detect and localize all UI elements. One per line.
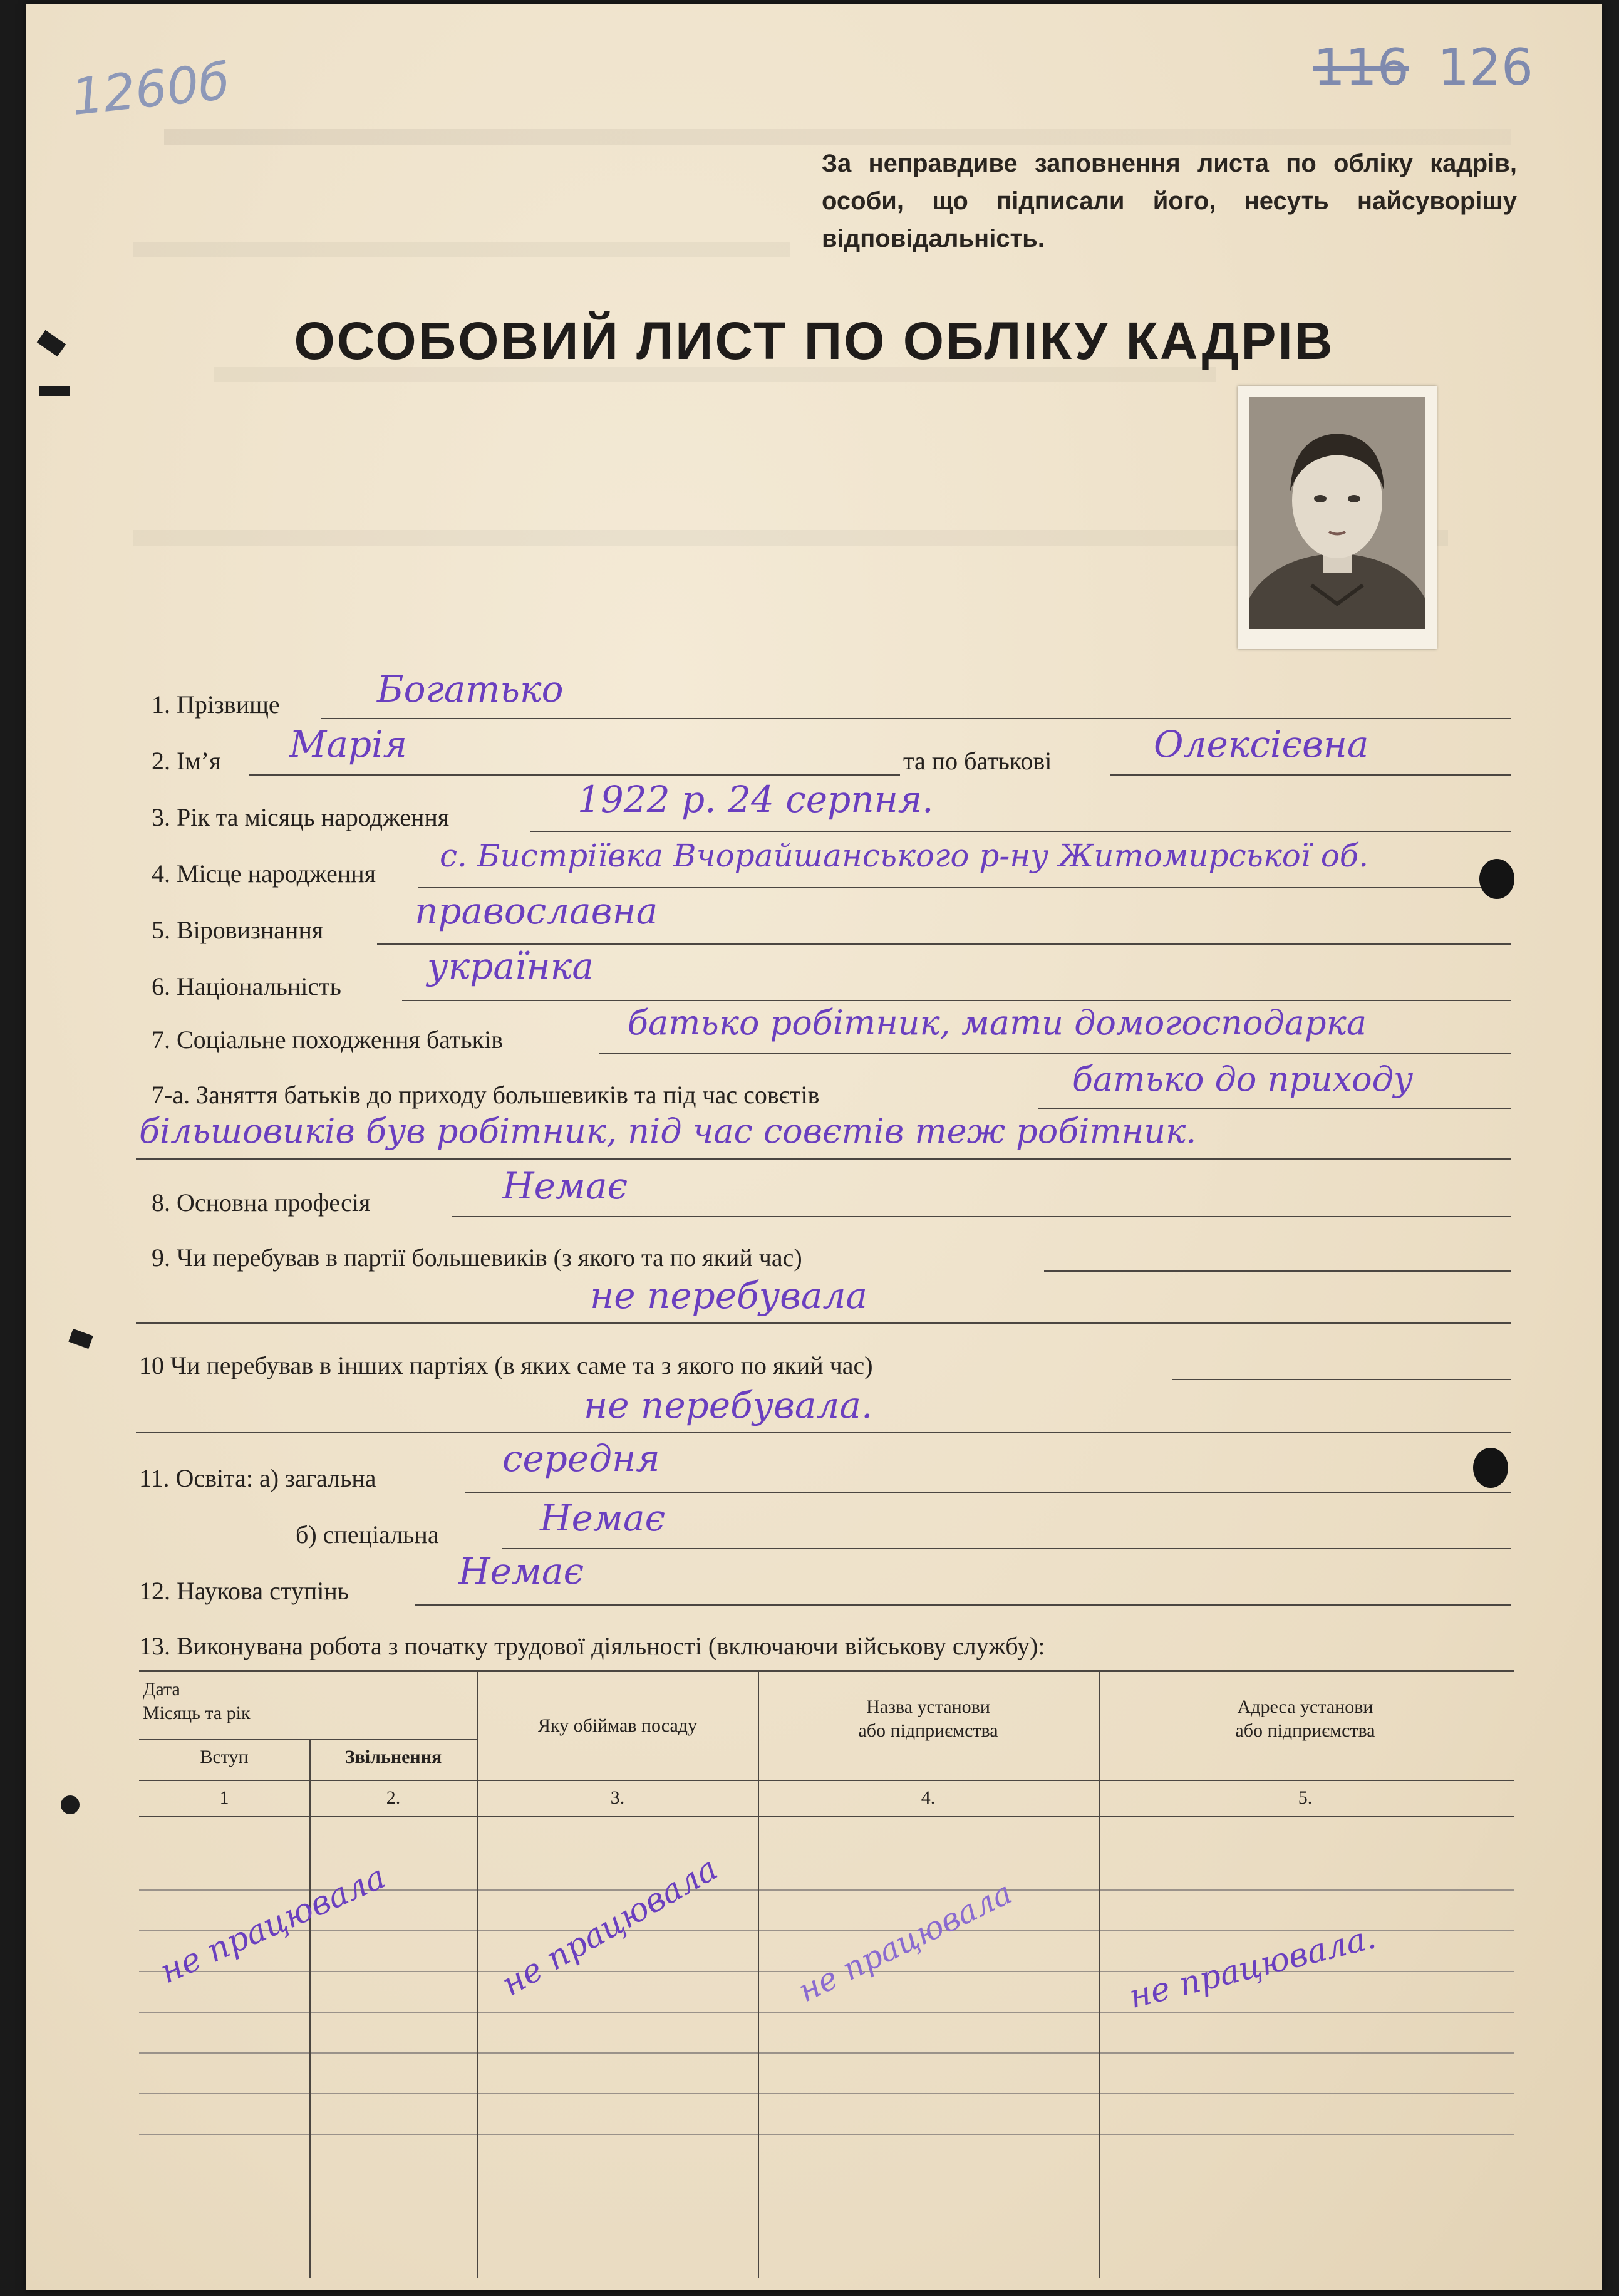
table-entry-3: не працювала xyxy=(792,1874,1018,2010)
table-column-divider xyxy=(309,1739,311,2278)
value-surname: Богатько xyxy=(377,668,564,710)
value-social-origin: батько робітник, мати домогосподарка xyxy=(628,1003,1367,1042)
value-religion: православна xyxy=(415,890,658,932)
binder-hole xyxy=(1479,859,1514,899)
table-column-divider xyxy=(1099,1670,1100,2278)
edge-mark xyxy=(39,386,70,396)
field-line xyxy=(1110,774,1511,776)
table-row-line xyxy=(139,2134,1514,2135)
table-column-divider xyxy=(477,1670,478,2278)
field-line xyxy=(136,1158,1511,1160)
archive-number-right: 126 xyxy=(1437,38,1533,96)
struck-number: 116 xyxy=(1313,38,1409,96)
table-row-line xyxy=(139,2052,1514,2054)
label-profession: 8. Основна професія xyxy=(152,1188,371,1217)
edge-mark xyxy=(68,1329,93,1349)
field-line xyxy=(136,1322,1511,1324)
label-patronymic: та по батькові xyxy=(903,747,1052,775)
field-line xyxy=(502,1548,1511,1549)
personnel-record-sheet xyxy=(26,4,1602,2290)
label-first-name: 2. Ім’я xyxy=(152,747,221,775)
table-subheader-line xyxy=(139,1739,477,1740)
label-other-parties: 10 Чи перебував в інших партіях (в яких саме та з якого по який час) xyxy=(139,1351,873,1379)
page-title: ОСОБОВИЙ ЛИСТ ПО ОБЛІКУ КАДРІВ xyxy=(294,311,1335,370)
field-line xyxy=(418,887,1511,888)
value-degree: Немає xyxy=(458,1550,584,1592)
table-entry-1: не працювала xyxy=(154,1858,391,1992)
value-other-parties: не перебувала. xyxy=(584,1384,873,1426)
value-profession: Немає xyxy=(502,1165,628,1207)
label-education-general: 11. Освіта: а) загальна xyxy=(139,1464,376,1492)
field-line xyxy=(415,1604,1511,1606)
value-patronymic: Олексієвна xyxy=(1154,723,1369,766)
value-parents-occupation-cont: більшовиків був робітник, під час совєтів теж робітник. xyxy=(139,1111,1197,1151)
header-leave: Звільнення xyxy=(344,1747,442,1767)
field-line xyxy=(249,774,900,776)
header-date: Дата Місяць та рік xyxy=(143,1679,251,1723)
column-number-5: 5. xyxy=(1298,1787,1313,1808)
field-line xyxy=(402,1000,1511,1001)
label-birth-date: 3. Рік та місяць народження xyxy=(152,803,450,831)
label-degree: 12. Наукова ступінь xyxy=(139,1577,349,1605)
table-body-line xyxy=(139,1816,1514,1817)
table-header-line xyxy=(139,1780,1514,1781)
column-number-3: 3. xyxy=(610,1787,625,1808)
value-birth-place: с. Бистріївка Вчорайшанського р-ну Житомирської об. xyxy=(440,838,1369,874)
bleed-through-line xyxy=(133,242,790,257)
header-institution: Назва установи або підприємства xyxy=(858,1696,998,1741)
column-number-4: 4. xyxy=(921,1787,936,1808)
binder-hole xyxy=(1473,1448,1508,1488)
table-row-line xyxy=(139,2012,1514,2013)
table-entry-4: не працювала. xyxy=(1125,1918,1380,2017)
label-birth-place: 4. Місце народження xyxy=(152,860,376,888)
table-top-line xyxy=(139,1670,1514,1672)
bleed-through-line xyxy=(164,129,1511,145)
field-line xyxy=(1038,1108,1511,1109)
table-entry-2: не працювала xyxy=(495,1849,724,2004)
field-line xyxy=(530,831,1511,832)
label-nationality: 6. Національність xyxy=(152,972,341,1000)
column-number-1: 1 xyxy=(219,1787,229,1808)
field-line xyxy=(465,1492,1511,1493)
label-education-special: б) спеціальна xyxy=(296,1520,439,1549)
label-surname: 1. Прізвище xyxy=(152,690,280,719)
portrait-image xyxy=(1249,397,1425,629)
label-social-origin: 7. Соціальне походження батьків xyxy=(152,1026,504,1054)
table-row-line xyxy=(139,1930,1514,1931)
label-parents-occupation: 7-а. Заняття батьків до приходу большевиків та під час совєтів xyxy=(152,1081,820,1109)
value-bolshevik-party: не перебувала xyxy=(590,1274,867,1317)
table-column-divider xyxy=(758,1670,759,2278)
field-line xyxy=(321,718,1511,719)
portrait-photo xyxy=(1238,386,1437,649)
archive-number-struck xyxy=(1313,38,1533,96)
archive-number-left: 1260б xyxy=(68,52,233,127)
label-religion: 5. Віровизнання xyxy=(152,916,324,944)
field-line xyxy=(599,1053,1511,1054)
field-line xyxy=(1172,1379,1511,1380)
edge-mark xyxy=(61,1795,80,1814)
label-bolshevik-party: 9. Чи перебував в партії большевиків (з якого та по який час) xyxy=(152,1244,802,1272)
value-education-special: Немає xyxy=(540,1497,666,1539)
value-education-general: середня xyxy=(502,1437,660,1480)
column-number-2: 2. xyxy=(386,1787,401,1808)
header-address: Адреса установи або підприємства xyxy=(1235,1696,1375,1741)
field-line xyxy=(452,1216,1511,1217)
value-nationality: українка xyxy=(427,945,594,987)
field-line xyxy=(1044,1270,1511,1272)
value-parents-occupation: батько до приходу xyxy=(1072,1059,1414,1099)
label-work-history: 13. Виконувана робота з початку трудової діяльності (включаючи військову службу): xyxy=(139,1632,1045,1660)
value-birth-date: 1922 р. 24 серпня. xyxy=(577,778,934,821)
header-join: Вступ xyxy=(200,1747,249,1767)
header-position: Яку обіймав посаду xyxy=(537,1715,698,1736)
warning-note: За неправдиве заповнення листа по обліку кадрів, особи, що підписали його, несуть найсуворішу відповідальність. xyxy=(822,150,1517,252)
field-line xyxy=(136,1432,1511,1433)
table-row-line xyxy=(139,2093,1514,2094)
value-first-name: Марія xyxy=(289,723,408,766)
